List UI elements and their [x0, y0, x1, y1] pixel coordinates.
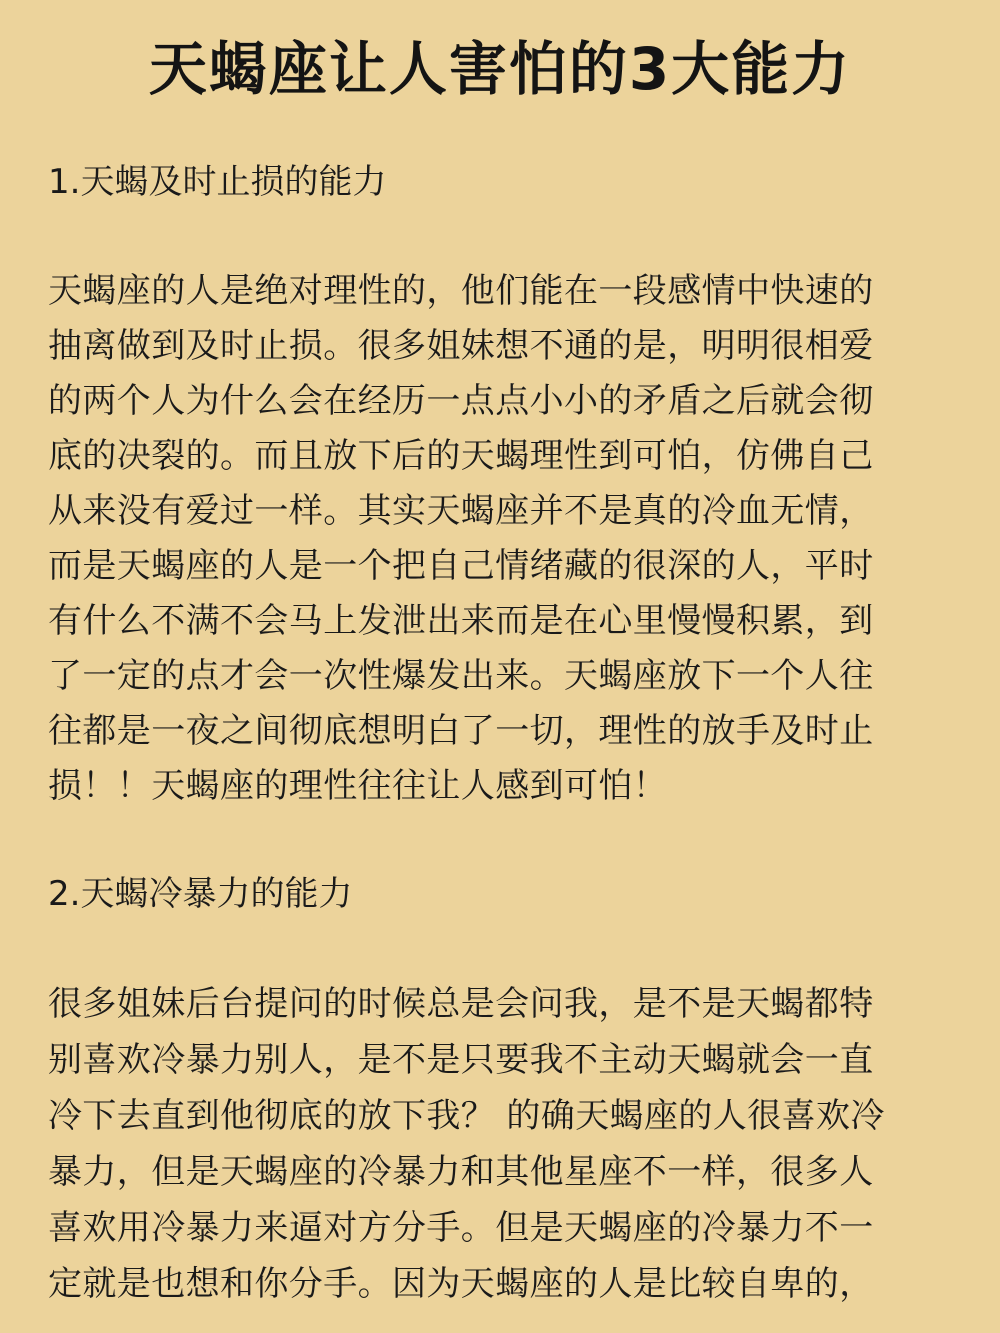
paragraph-line: 而是天蝎座的人是一个把自己情绪藏的很深的人，平时 — [48, 546, 874, 586]
paragraph-line: 喜欢用冷暴力来逼对方分手。但是天蝎座的冷暴力不一 — [48, 1208, 874, 1248]
section-1-heading: 1.天蝎及时止损的能力 — [48, 162, 387, 202]
article-title: 天蝎座让人害怕的3大能力 — [148, 35, 852, 103]
section-2-heading: 2.天蝎冷暴力的能力 — [48, 874, 353, 914]
paragraph-line: 很多姐妹后台提问的时候总是会问我，是不是天蝎都特 — [48, 984, 874, 1024]
paragraph-line: 抽离做到及时止损。很多姐妹想不通的是，明明很相爱 — [48, 326, 874, 366]
section-2-paragraph — [48, 976, 968, 1312]
paragraph-line: 的两个人为什么会在经历一点点小小的矛盾之后就会彻 — [48, 381, 874, 421]
paragraph-line: 底的决裂的。而且放下后的天蝎理性到可怕，仿佛自己 — [48, 436, 874, 476]
paragraph-line: 别喜欢冷暴力别人，是不是只要我不主动天蝎就会一直 — [48, 1040, 874, 1080]
paragraph-line: 往都是一夜之间彻底想明白了一切，理性的放手及时止 — [48, 711, 874, 751]
paragraph-line: 天蝎座的人是绝对理性的，他们能在一段感情中快速的 — [48, 271, 874, 311]
section-1-paragraph — [48, 264, 968, 814]
paragraph-line: 损！！天蝎座的理性往往让人感到可怕！ — [48, 766, 668, 806]
paragraph-line: 定就是也想和你分手。因为天蝎座的人是比较自卑的， — [48, 1264, 874, 1304]
paragraph-line: 了一定的点才会一次性爆发出来。天蝎座放下一个人往 — [48, 656, 874, 696]
paragraph-line: 从来没有爱过一样。其实天蝎座并不是真的冷血无情， — [48, 491, 874, 531]
paragraph-line: 有什么不满不会马上发泄出来而是在心里慢慢积累，到 — [48, 601, 874, 641]
paragraph-line: 暴力，但是天蝎座的冷暴力和其他星座不一样，很多人 — [48, 1152, 874, 1192]
paragraph-line: 冷下去直到他彻底的放下我？ 的确天蝎座的人很喜欢冷 — [48, 1096, 885, 1136]
